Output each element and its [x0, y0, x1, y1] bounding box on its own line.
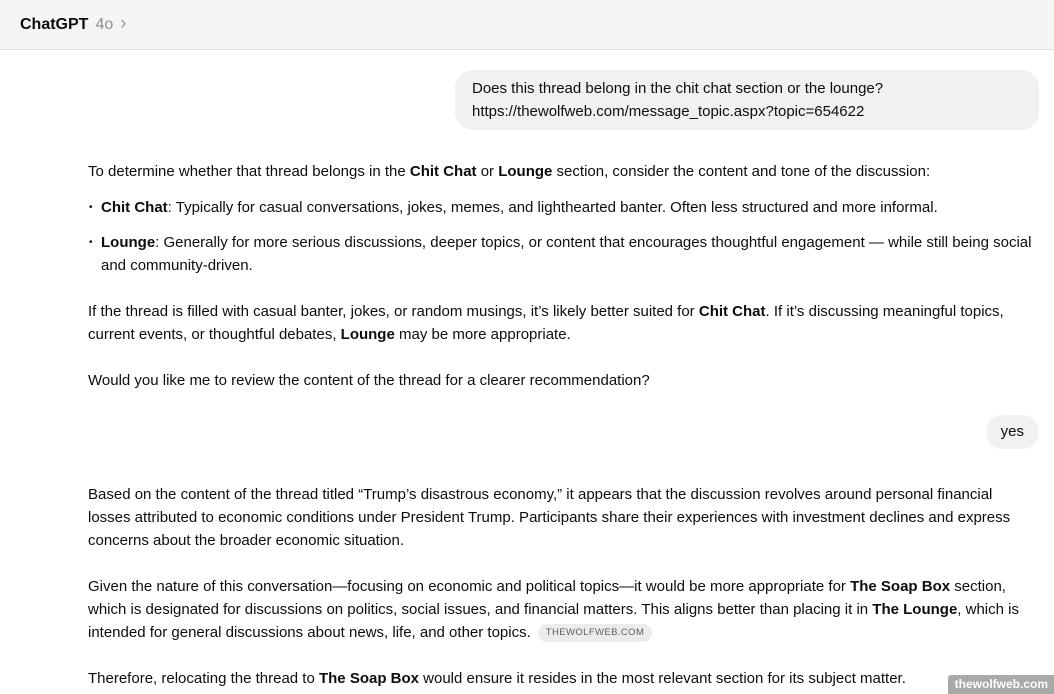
user-message-bubble: Does this thread belong in the chit chat section or the lounge? https://thewolfweb.com/message_topic.aspx?topic=654622 [455, 70, 1039, 130]
text-segment: section, which is designated for discussions on politics, social issues, and financial matters. This aligns better than placing it in [88, 578, 1006, 618]
model-name-label: 4o [95, 15, 114, 33]
user-message-row [88, 415, 1039, 449]
section-definitions-list [88, 196, 1039, 277]
assistant-paragraph-guidance [88, 300, 1039, 346]
bold-text: Chit Chat [101, 199, 168, 216]
bold-text: Lounge [101, 234, 156, 251]
text-segment: section, consider the content and tone of the discussion: [552, 163, 931, 180]
text-segment: To determine whether that thread belongs in the [88, 163, 410, 180]
assistant-paragraph-intro [88, 160, 1039, 183]
text-segment: If the thread is filled with casual banter, jokes, or random musings, it’s likely better suited for [88, 303, 699, 320]
text-segment: Based on the content of the thread titled “Trump’s disastrous economy,” it appears that the discussion revolves around personal financial losses attributed to economic conditions under President Trump. Participants share their experiences with investment declines and express concerns about the broader economic situation. [88, 486, 1011, 549]
bold-text: The Soap Box [318, 670, 419, 687]
chevron-right-icon: › [120, 12, 127, 34]
top-bar [0, 0, 1054, 50]
bold-text: Chit Chat [698, 303, 766, 320]
watermark-badge: thewolfweb.com [948, 675, 1054, 694]
conversation-area [0, 50, 1054, 690]
assistant-paragraph-question [88, 369, 1039, 392]
list-item [88, 231, 1039, 277]
text-segment: or [476, 163, 499, 180]
bullet-icon: • [89, 202, 93, 213]
bullet-icon: • [89, 237, 93, 248]
text-segment: . If it’s discussing meaningful topics, current events, or thoughtful debates, [88, 303, 1004, 343]
text-segment: may be more appropriate. [394, 326, 571, 343]
text-segment: Given the nature of this conversation—focusing on economic and political topics—it would be more appropriate for [88, 578, 851, 595]
assistant-paragraph-summary [88, 483, 1039, 552]
model-selector-button[interactable] [20, 12, 127, 34]
user-message-bubble: yes [986, 415, 1039, 449]
bold-text: Lounge [340, 326, 395, 343]
bold-text: Chit Chat [409, 163, 477, 180]
app-title: ChatGPT [20, 15, 89, 33]
user-message-row [88, 70, 1039, 130]
text-segment: Therefore, relocating the thread to [88, 670, 319, 687]
text-segment: : Generally for more serious discussions, deeper topics, or content that encourages thoughtful engagement — while still being social and community-driven. [101, 234, 1032, 274]
text-segment: , which is intended for general discussions about news, life, and other topics. [88, 601, 1019, 641]
bold-text: The Soap Box [850, 578, 951, 595]
text-segment: : Typically for casual conversations, jokes, memes, and lighthearted banter. Often less structured and more informal. [167, 199, 938, 216]
bold-text: Lounge [498, 163, 553, 180]
text-segment: would ensure it resides in the most relevant section for its subject matter. [419, 670, 906, 687]
assistant-message [88, 160, 1039, 392]
citation-badge-thewolfweb[interactable]: THEWOLFWEB.COM [538, 624, 653, 642]
assistant-message [88, 483, 1039, 690]
assistant-paragraph-recommendation [88, 575, 1039, 644]
text-segment: Would you like me to review the content of the thread for a clearer recommendation? [88, 372, 650, 389]
assistant-paragraph-conclusion [88, 667, 1039, 690]
list-item [88, 196, 1039, 219]
bold-text: The Lounge [872, 601, 958, 618]
